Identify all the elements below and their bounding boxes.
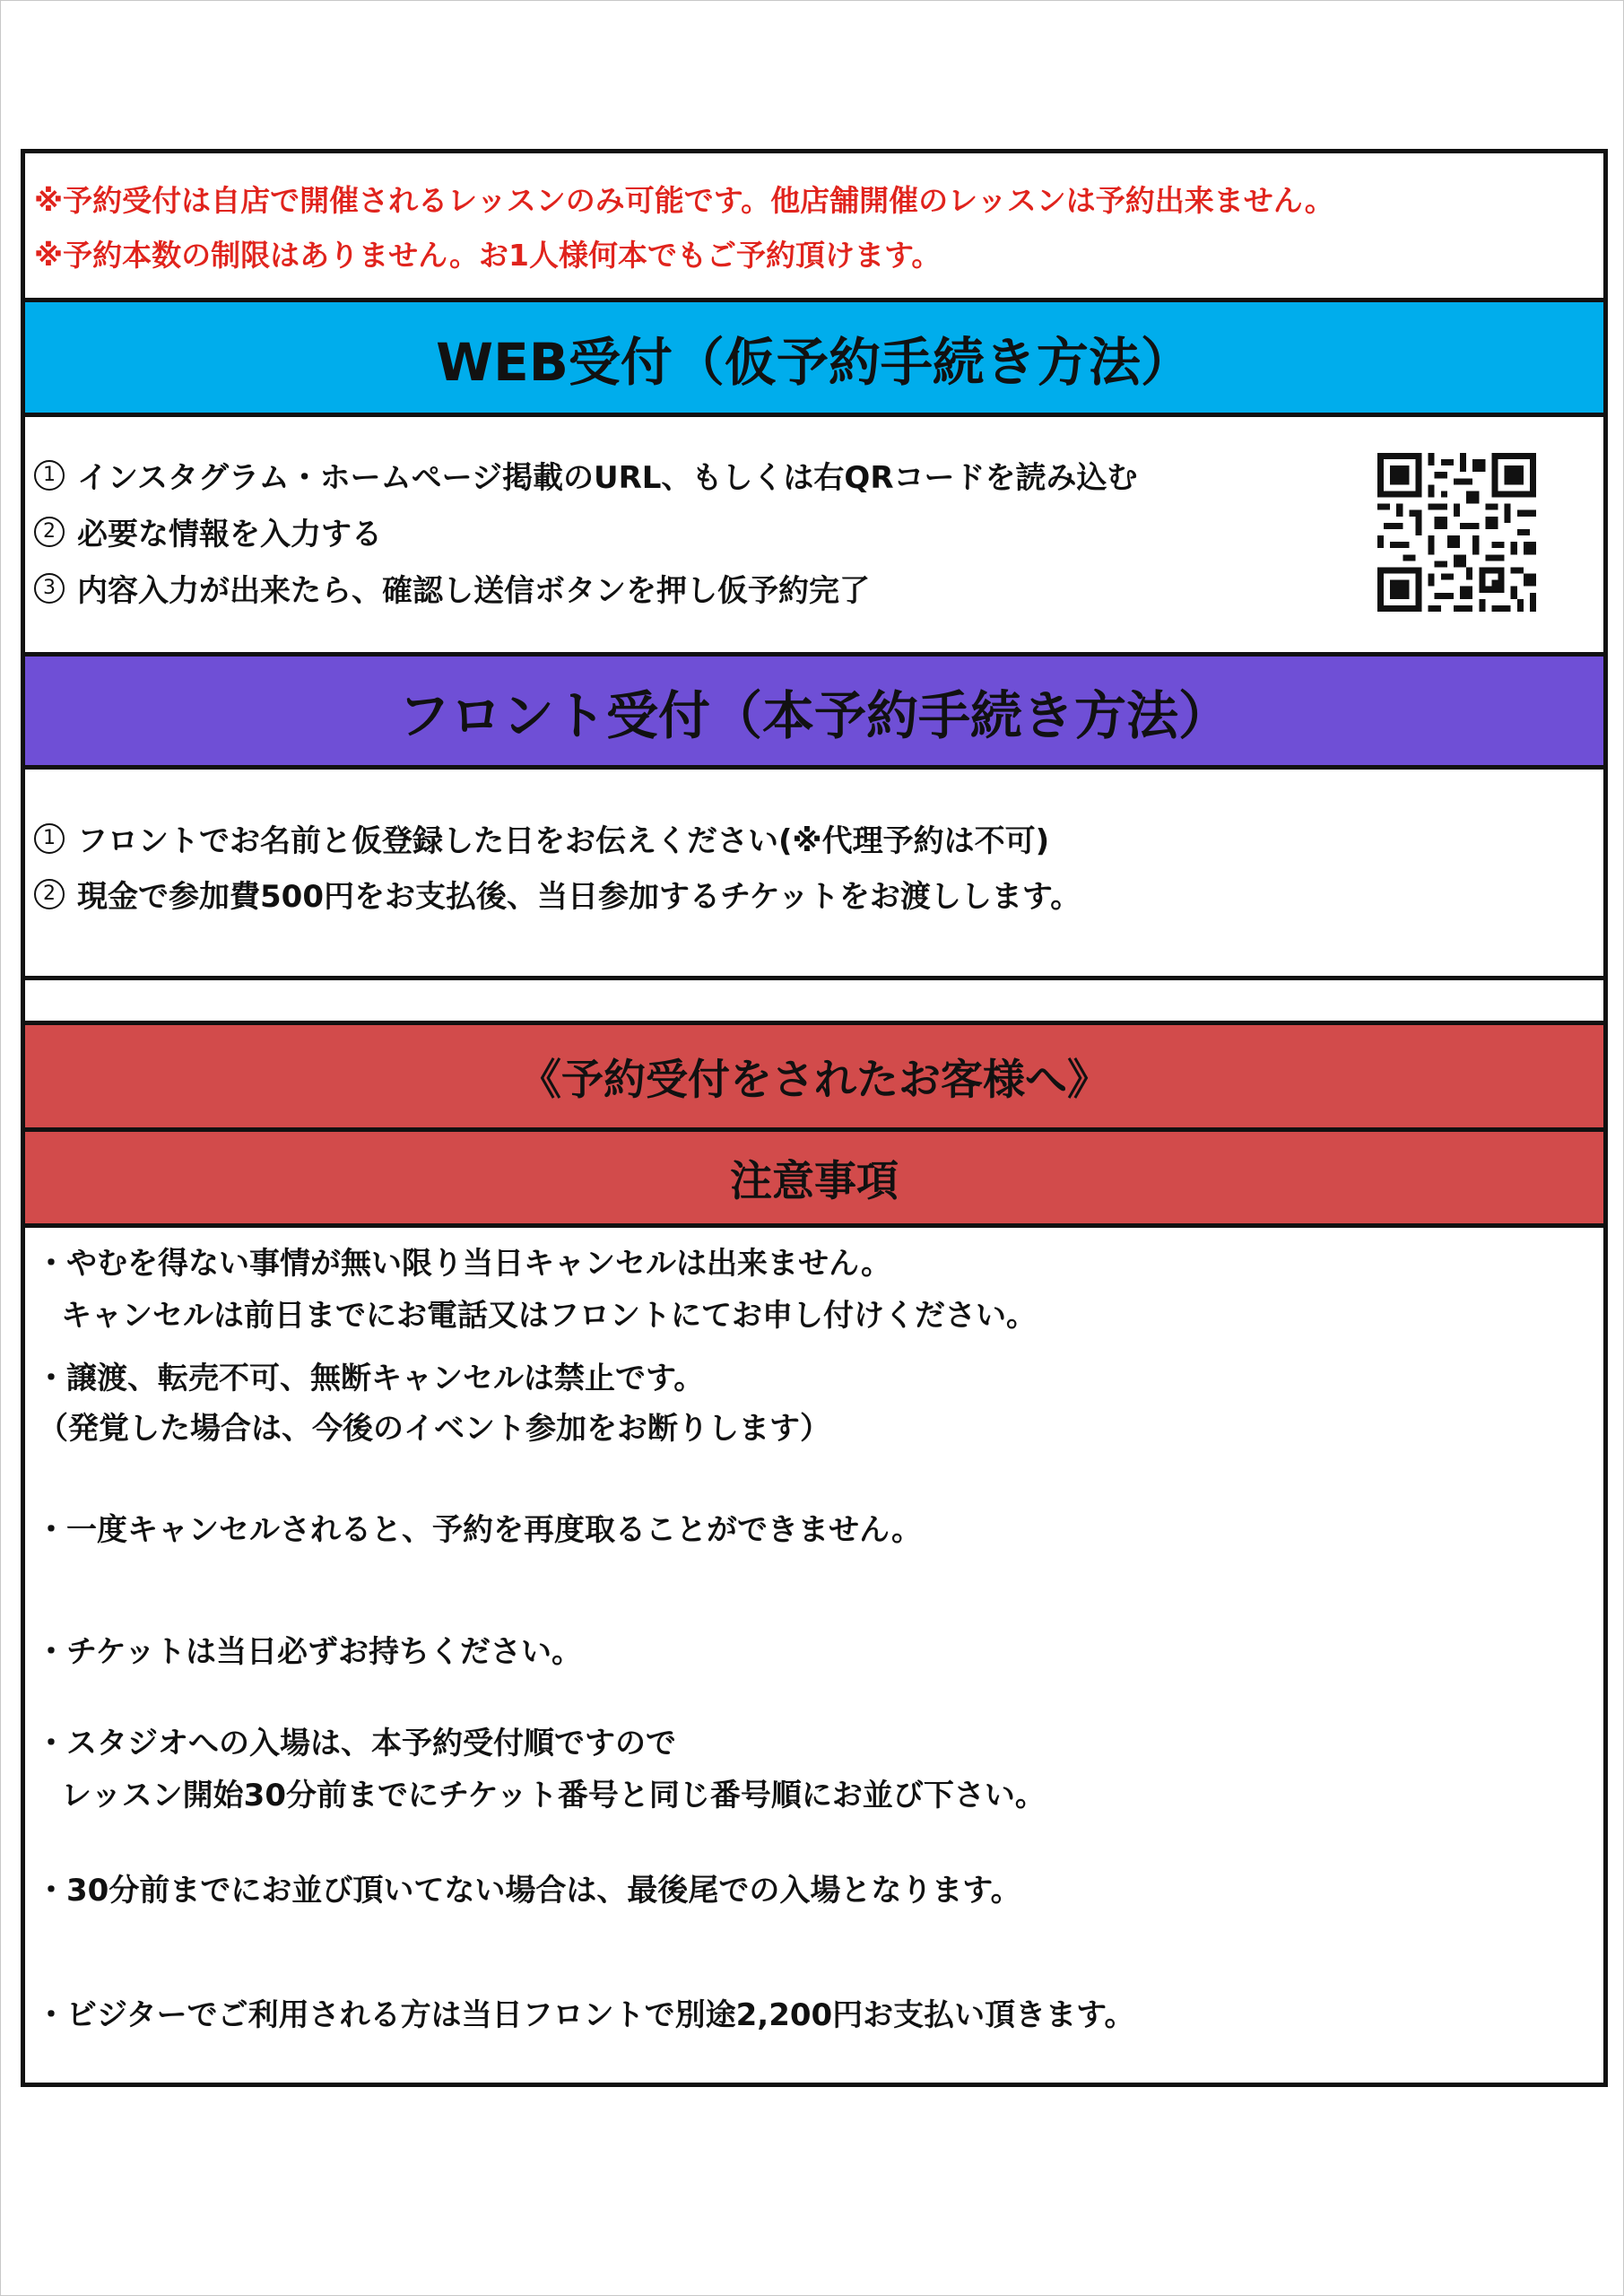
web-reception-steps xyxy=(25,417,1603,652)
notes-list xyxy=(25,1228,1603,2083)
blank-row xyxy=(25,980,1603,1021)
reservation-info-sheet xyxy=(21,149,1608,2087)
notice-line-2: ※予約本数の制限はありません。お1人様何本でもご予約頂けます。 xyxy=(34,238,942,273)
web-step-2 xyxy=(34,509,382,553)
web-reception-header xyxy=(25,302,1603,413)
notes-title: 注意事項 xyxy=(730,1156,899,1206)
step-number-2-icon: 2 xyxy=(34,879,65,909)
note-item: ・ビジターでご利用される方は当日フロントで別途2,200円お支払い頂きます。 xyxy=(36,1997,1135,2033)
step-number-1-icon: 1 xyxy=(34,823,65,854)
note-item: ・スタジオへの入場は、本予約受付順ですので xyxy=(36,1726,676,1761)
notice-line-1: ※予約受付は自店で開催されるレッスンのみ可能です。他店舗開催のレッスンは予約出来ません。 xyxy=(34,183,1334,218)
front-reception-steps xyxy=(25,770,1603,976)
front-reception-header xyxy=(25,657,1603,765)
web-step-1-text: インスタグラム・ホームページ掲載のURL、もしくは右QRコードを読み込む xyxy=(77,460,1138,496)
note-item: ・やむを得ない事情が無い限り当日キャンセルは出来ません。 xyxy=(36,1246,892,1282)
web-step-2-text: 必要な情報を入力する xyxy=(77,517,382,552)
reservation-notice xyxy=(25,153,1603,298)
web-reception-title: WEB受付（仮予約手続き方法） xyxy=(436,331,1193,393)
notes-header xyxy=(25,1132,1603,1223)
note-item: ・譲渡、転売不可、無断キャンセルは禁止です。 xyxy=(36,1361,705,1396)
reservation-guests-header xyxy=(25,1025,1603,1127)
front-step-1-text: フロントでお名前と仮登録した日をお伝えください(※代理予約は不可) xyxy=(77,823,1050,859)
step-number-1-icon: 1 xyxy=(34,460,65,491)
front-step-2 xyxy=(34,872,1081,916)
note-item-continued: （発覚した場合は、今後のイベント参加をお断りします） xyxy=(38,1411,830,1447)
note-item: ・30分前までにお並び頂いてない場合は、最後尾での入場となります。 xyxy=(36,1873,1021,1909)
front-reception-title: フロント受付（本予約手続き方法） xyxy=(397,684,1230,746)
web-step-1 xyxy=(34,453,1138,497)
step-number-2-icon: 2 xyxy=(34,517,65,547)
front-step-1 xyxy=(34,816,1049,860)
note-item-continued: キャンセルは前日までにお電話又はフロントにてお申し付けください。 xyxy=(61,1298,1037,1334)
reservation-guests-title: 《予約受付をされたお客様へ》 xyxy=(519,1055,1109,1105)
qr-code-icon[interactable] xyxy=(1377,453,1536,612)
web-step-3 xyxy=(34,566,870,610)
web-step-3-text: 内容入力が出来たら、確認し送信ボタンを押し仮予約完了 xyxy=(77,573,870,609)
note-item-continued: レッスン開始30分前までにチケット番号と同じ番号順にお並び下さい。 xyxy=(61,1778,1046,1813)
note-item: ・一度キャンセルされると、予約を再度取ることができません。 xyxy=(36,1512,923,1548)
note-item: ・チケットは当日必ずお持ちください。 xyxy=(36,1634,582,1670)
front-step-2-text: 現金で参加費500円をお支払後、当日参加するチケットをお渡しします。 xyxy=(77,879,1081,915)
step-number-3-icon: 3 xyxy=(34,573,65,604)
